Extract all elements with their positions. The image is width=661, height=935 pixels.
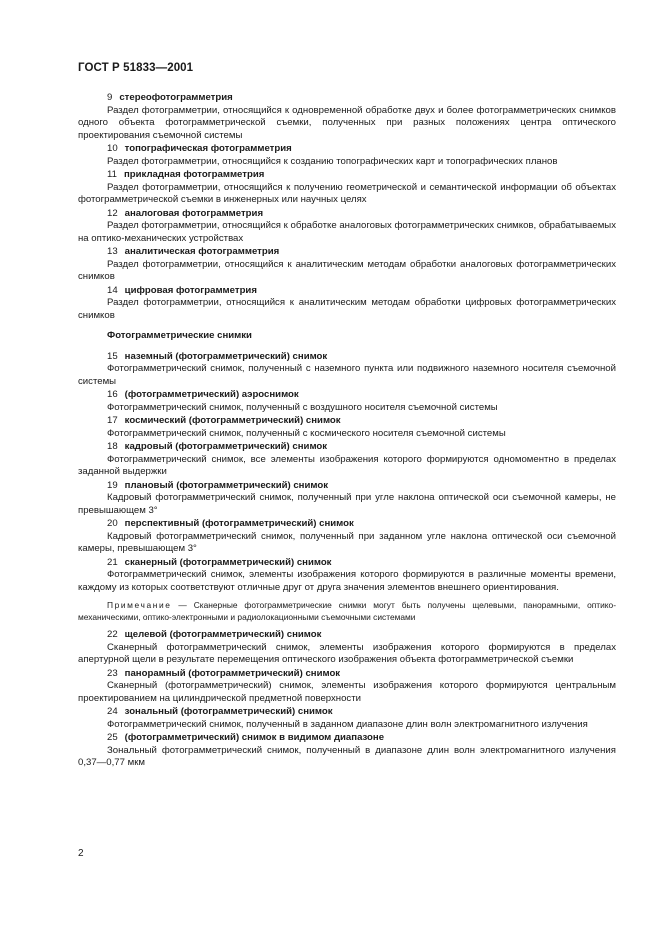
term-number: 11 [107, 169, 117, 180]
document-body [78, 91, 616, 770]
term-title: кадровый (фотограмметрический) снимок [124, 441, 328, 452]
term-title: панорамный (фотограмметрический) снимок [124, 667, 341, 679]
term-number: 19 [107, 479, 118, 491]
term-number: 12 [107, 207, 118, 219]
term-title: стереофотограмметрия [119, 92, 233, 103]
term-definition: Фотограмметрический снимок, полученный с космического носителя съемочной системы [107, 427, 506, 439]
term-definition: Раздел фотограмметрии, относящийся к одновременной обработке двух и более фотограмметрических снимков одного объекта фотограмметрической съемки, полученных при разных положениях центра оптического проектирования съемочной системы [78, 104, 616, 141]
term-definition: Раздел фотограмметрии, относящийся к обработке аналоговых фотограмметрических снимков, обрабатываемых на оптико-механических устройствах [78, 220, 616, 244]
term-heading [78, 480, 616, 493]
term-definition: Раздел фотограмметрии, относящийся к получению геометрической и семантической информации об объектах фотограмметрической съемки в инженерных или научных целях [78, 181, 616, 205]
term-number: 16 [107, 389, 118, 400]
term-definition: Раздел фотограмметрии, относящийся к аналитическим методам обработки цифровых фотограмметрических снимков [78, 297, 616, 321]
term-heading [78, 389, 616, 402]
page-number: 2 [78, 848, 84, 859]
term-heading [78, 415, 616, 428]
term-number: 14 [107, 284, 118, 296]
term-definition: Сканерный фотограмметрический снимок, элементы изображения которого формируются в пределах апертурной щели в результате перемещения оптического изображения объекта фотограмметрической съемки [78, 641, 616, 665]
term-definition: Фотограмметрический снимок, полученный с наземного пункта или подвижного наземного носителя съемочной системы [78, 363, 616, 387]
document-header: ГОСТ Р 51833—2001 [78, 62, 194, 74]
term-heading [78, 169, 616, 182]
term-definition: Фотограмметрический снимок, полученный с воздушного носителя съемочной системы [107, 401, 498, 413]
term-heading [78, 668, 616, 681]
term-title: щелевой (фотограмметрический) снимок [124, 629, 322, 640]
term-number: 10 [107, 143, 118, 154]
term-definition: Зональный фотограмметрический снимок, полученный в диапазоне длин волн электромагнитного излучения 0,37—0,77 мкм [78, 744, 616, 768]
term-title: наземный (фотограмметрический) снимок [124, 350, 328, 362]
term-title: сканерный (фотограмметрический) снимок [124, 556, 332, 568]
term-definition: Раздел фотограмметрии, относящийся к аналитическим методам обработки аналоговых фотограмметрических снимков [78, 258, 616, 282]
term-number: 23 [107, 667, 118, 679]
term-heading [78, 441, 616, 454]
section-title: Фотограмметрические снимки [107, 330, 252, 341]
term-definition: Кадровый фотограмметрический снимок, полученный при заданном угле наклона оптической оси съемочной камеры, превышающем 3° [78, 530, 616, 554]
term-number: 24 [107, 706, 118, 717]
term-title: аналитическая фотограмметрия [124, 246, 280, 257]
term-title: (фотограмметрический) аэроснимок [124, 389, 299, 400]
note-text: — Сканерные фотограмметрические снимки могут быть получены щелевыми, панорамными, оптико-механическими, оптико-электронными и радиолокационными съемочными системами [78, 600, 616, 622]
term-number: 22 [107, 629, 118, 640]
term-title: (фотограмметрический) снимок в видимом диапазоне [124, 732, 385, 743]
note-label: Примечание [107, 600, 172, 610]
terms-block-1 [78, 92, 616, 322]
term-definition: Сканерный (фотограмметрический) снимок, элементы изображения которого формируются центральным проектированием на цилиндрической предметной поверхности [78, 680, 616, 704]
term-number: 13 [107, 246, 118, 257]
term-definition: Фотограмметрический снимок, элементы изображения которого формируются в различные моменты времени, каждому из которых соответствуют отличные друг от друга значения элементов внешнего ориентирования. [78, 569, 616, 593]
term-number: 18 [107, 441, 118, 452]
term-number: 17 [107, 415, 118, 426]
term-title: аналоговая фотограмметрия [124, 207, 264, 219]
term-title: перспективный (фотограмметрический) снимок [124, 518, 354, 529]
term-heading [78, 518, 616, 531]
note [78, 600, 616, 623]
term-heading [78, 629, 616, 642]
term-heading [78, 706, 616, 719]
term-heading [78, 285, 616, 298]
term-number: 20 [107, 518, 118, 529]
term-title: зональный (фотограмметрический) снимок [124, 706, 333, 717]
terms-block-3 [78, 629, 616, 770]
term-heading [78, 557, 616, 570]
term-definition: Фотограмметрический снимок, все элементы изображения которого формируются одномоментно в пределах заданной выдержки [78, 453, 616, 477]
term-number: 9 [107, 92, 113, 103]
term-heading [78, 208, 616, 221]
term-heading [78, 732, 616, 745]
term-title: топографическая фотограмметрия [124, 143, 292, 154]
term-heading [78, 143, 616, 156]
term-title: плановый (фотограмметрический) снимок [124, 479, 329, 491]
terms-block-2 [78, 351, 616, 595]
term-number: 15 [107, 350, 118, 362]
term-number: 21 [107, 556, 118, 568]
term-title: цифровая фотограмметрия [124, 284, 257, 296]
term-title: прикладная фотограмметрия [123, 169, 265, 180]
term-definition: Фотограмметрический снимок, полученный в заданном диапазоне длин волн электромагнитного излучения [107, 718, 588, 730]
term-heading [78, 351, 616, 364]
term-definition: Кадровый фотограмметрический снимок, полученный при угле наклона оптической оси съемочной камеры, не превышающем 3° [78, 492, 616, 516]
term-heading [78, 246, 616, 259]
term-definition: Раздел фотограмметрии, относящийся к созданию топографических карт и топографических планов [107, 155, 558, 167]
term-number: 25 [107, 732, 118, 743]
term-heading [78, 92, 616, 105]
term-title: космический (фотограмметрический) снимок [124, 415, 341, 426]
